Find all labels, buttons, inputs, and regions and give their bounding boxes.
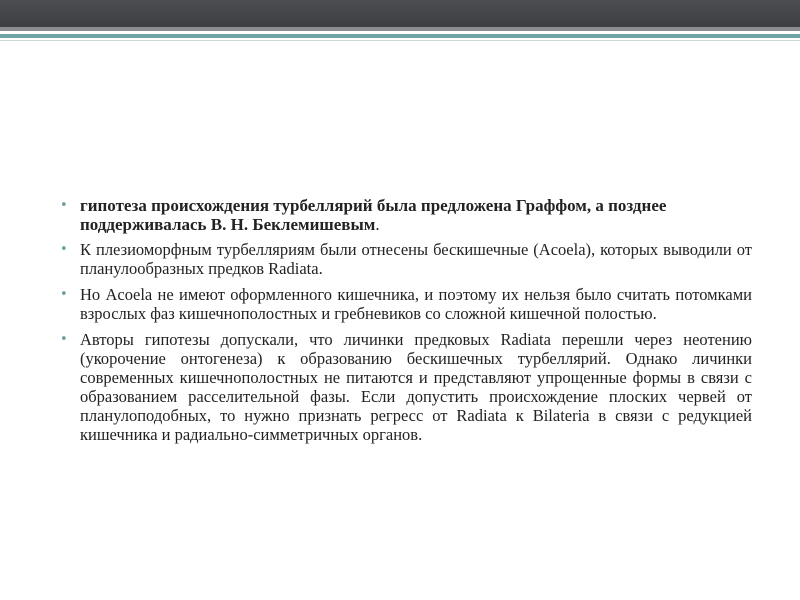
bullet-text-tail: . [375,215,380,234]
bullet-text-bold: гипотеза происхождения турбеллярий была предложена Граффом, а позднее поддерживалась В. Н. Беклемишевым [80,196,667,234]
slide-body [60,196,752,451]
bullet-item-acoela [60,240,752,278]
bullet-marker: • [60,287,68,302]
bullet-marker: • [60,198,68,213]
header-band [0,0,800,27]
bullet-marker: • [60,332,68,347]
bullet-marker: • [60,242,68,257]
header-thin-line [0,40,800,41]
bullet-text: Но Acoela не имеют оформленного кишечника, и поэтому их нельзя было считать потомками взрослых фаз кишечнополостных и гребневиков со сложной кишечной полостью. [80,285,752,323]
bullet-text: Авторы гипотезы допускали, что личинки предковых Radiata перешли через неотению (укорочение онтогенеза) к образованию бескишечных турбеллярий. Однако личинки современных кишечнополостных не питаются и представляют упрощенные формы в связи с образованием расселительной фазы. Если допустить происхождение плоских червей от планулоподобных, то нужно признать регресс от Radiata к Bilateria в связи с редукцией кишечника и радиально-симметричных органов. [80,330,752,444]
bullet-item-neoteny [60,330,752,444]
header-gray-stripe [0,27,800,31]
header-teal-stripe [0,34,800,38]
bullet-item-hypothesis [60,196,752,234]
bullet-text: К плезиоморфным турбелляриям были отнесены бескишечные (Acoela), которых выводили от планулообразных предков Radiata. [80,240,752,278]
bullet-item-no-gut [60,285,752,323]
